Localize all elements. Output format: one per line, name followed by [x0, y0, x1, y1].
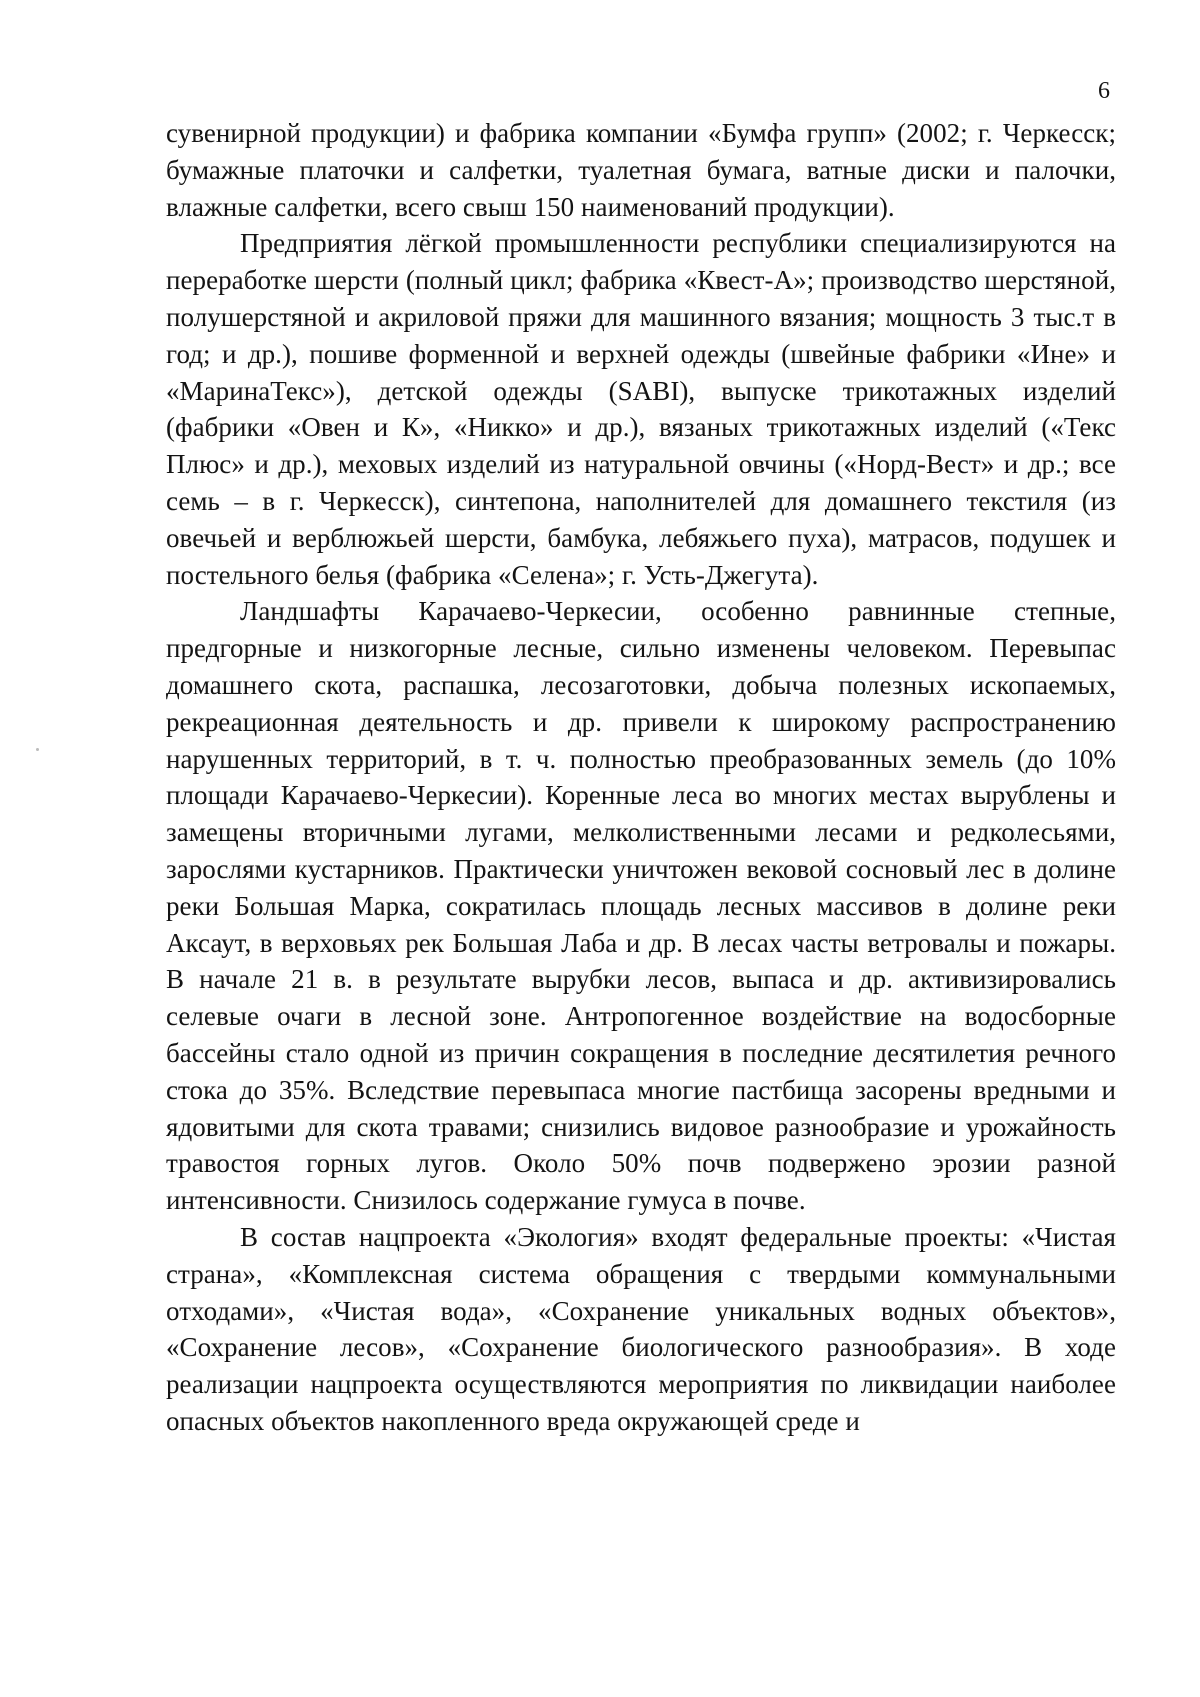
- page-number: 6: [1098, 78, 1110, 104]
- paragraph-landscapes: Ландшафты Карачаево-Черкесии, особенно равнинные степные, предгорные и низкогорные лесные, сильно изменены человеком. Перевыпас домашнего скота, распашка, лесозаготовки, добыча полезных ископаемых, рекреационная деятельность и др. привели к широкому распространению нарушенных территорий, в т. ч. полностью преобразованных земель (до 10% площади Карачаево-Черкесии). Коренные леса во многих местах вырублены и замещены вторичными лугами, мелколиственными лесами и редколесьями, зарослями кустарников. Практически уничтожен вековой сосновый лес в долине реки Большая Марка, сократилась площадь лесных массивов в долине реки Аксаут, в верховьях рек Большая Лаба и др. В лесах часты ветровалы и пожары. В начале 21 в. в результате вырубки лесов, выпаса и др. активизировались селевые очаги в лесной зоне. Антропогенное воздействие на водосборные бассейны стало одной из причин сокращения в последние десятилетия речного стока до 35%. Вследствие перевыпаса многие пастбища засорены вредными и ядовитыми для скота травами; снизились видовое разнообразие и урожайность травостоя горных лугов. Около 50% почв подвержено эрозии разной интенсивности. Снизилось содержание гумуса в почве.: [166, 596, 1116, 1216]
- paragraph-light-industry: Предприятия лёгкой промышленности республики специализируются на переработке шерсти (полный цикл; фабрика «Квест-А»; производство шерстяной, полушерстяной и акриловой пряжи для машинного вязания; мощность 3 тыс.т в год; и др.), пошиве форменной и верхней одежды (швейные фабрики «Ине» и «МаринаТекс»), детской одежды (SABI), выпуске трикотажных изделий (фабрики «Овен и К», «Никко» и др.), вязаных трикотажных изделий («Текс Плюс» и др.), меховых изделий из натуральной овчины («Норд-Вест» и др.; все семь – в г. Черкесск), синтепона, наполнителей для домашнего текстиля (из овечьей и верблюжьей шерсти, бамбука, лебяжьего пуха), матрасов, подушек и постельного белья (фабрика «Селена»; г. Усть-Джегута).: [166, 228, 1116, 590]
- scan-speck: [36, 748, 39, 751]
- paragraph-ecology-project: В состав нацпроекта «Экология» входят федеральные проекты: «Чистая страна», «Комплексная система обращения с твердыми коммунальными отходами», «Чистая вода», «Сохранение уникальных водных объектов», «Сохранение лесов», «Сохранение биологического разнообразия». В ходе реализации нацпроекта осуществляются мероприятия по ликвидации наиболее опасных объектов накопленного вреда окружающей среде и: [166, 1221, 1116, 1436]
- paragraph-souvenir-continuation: сувенирной продукции) и фабрика компании «Бумфа групп» (2002; г. Черкесск; бумажные платочки и салфетки, туалетная бумага, ватные диски и палочки, влажные салфетки, всего свыш 150 наименований продукции).: [166, 118, 1116, 222]
- document-body: [166, 115, 1116, 1440]
